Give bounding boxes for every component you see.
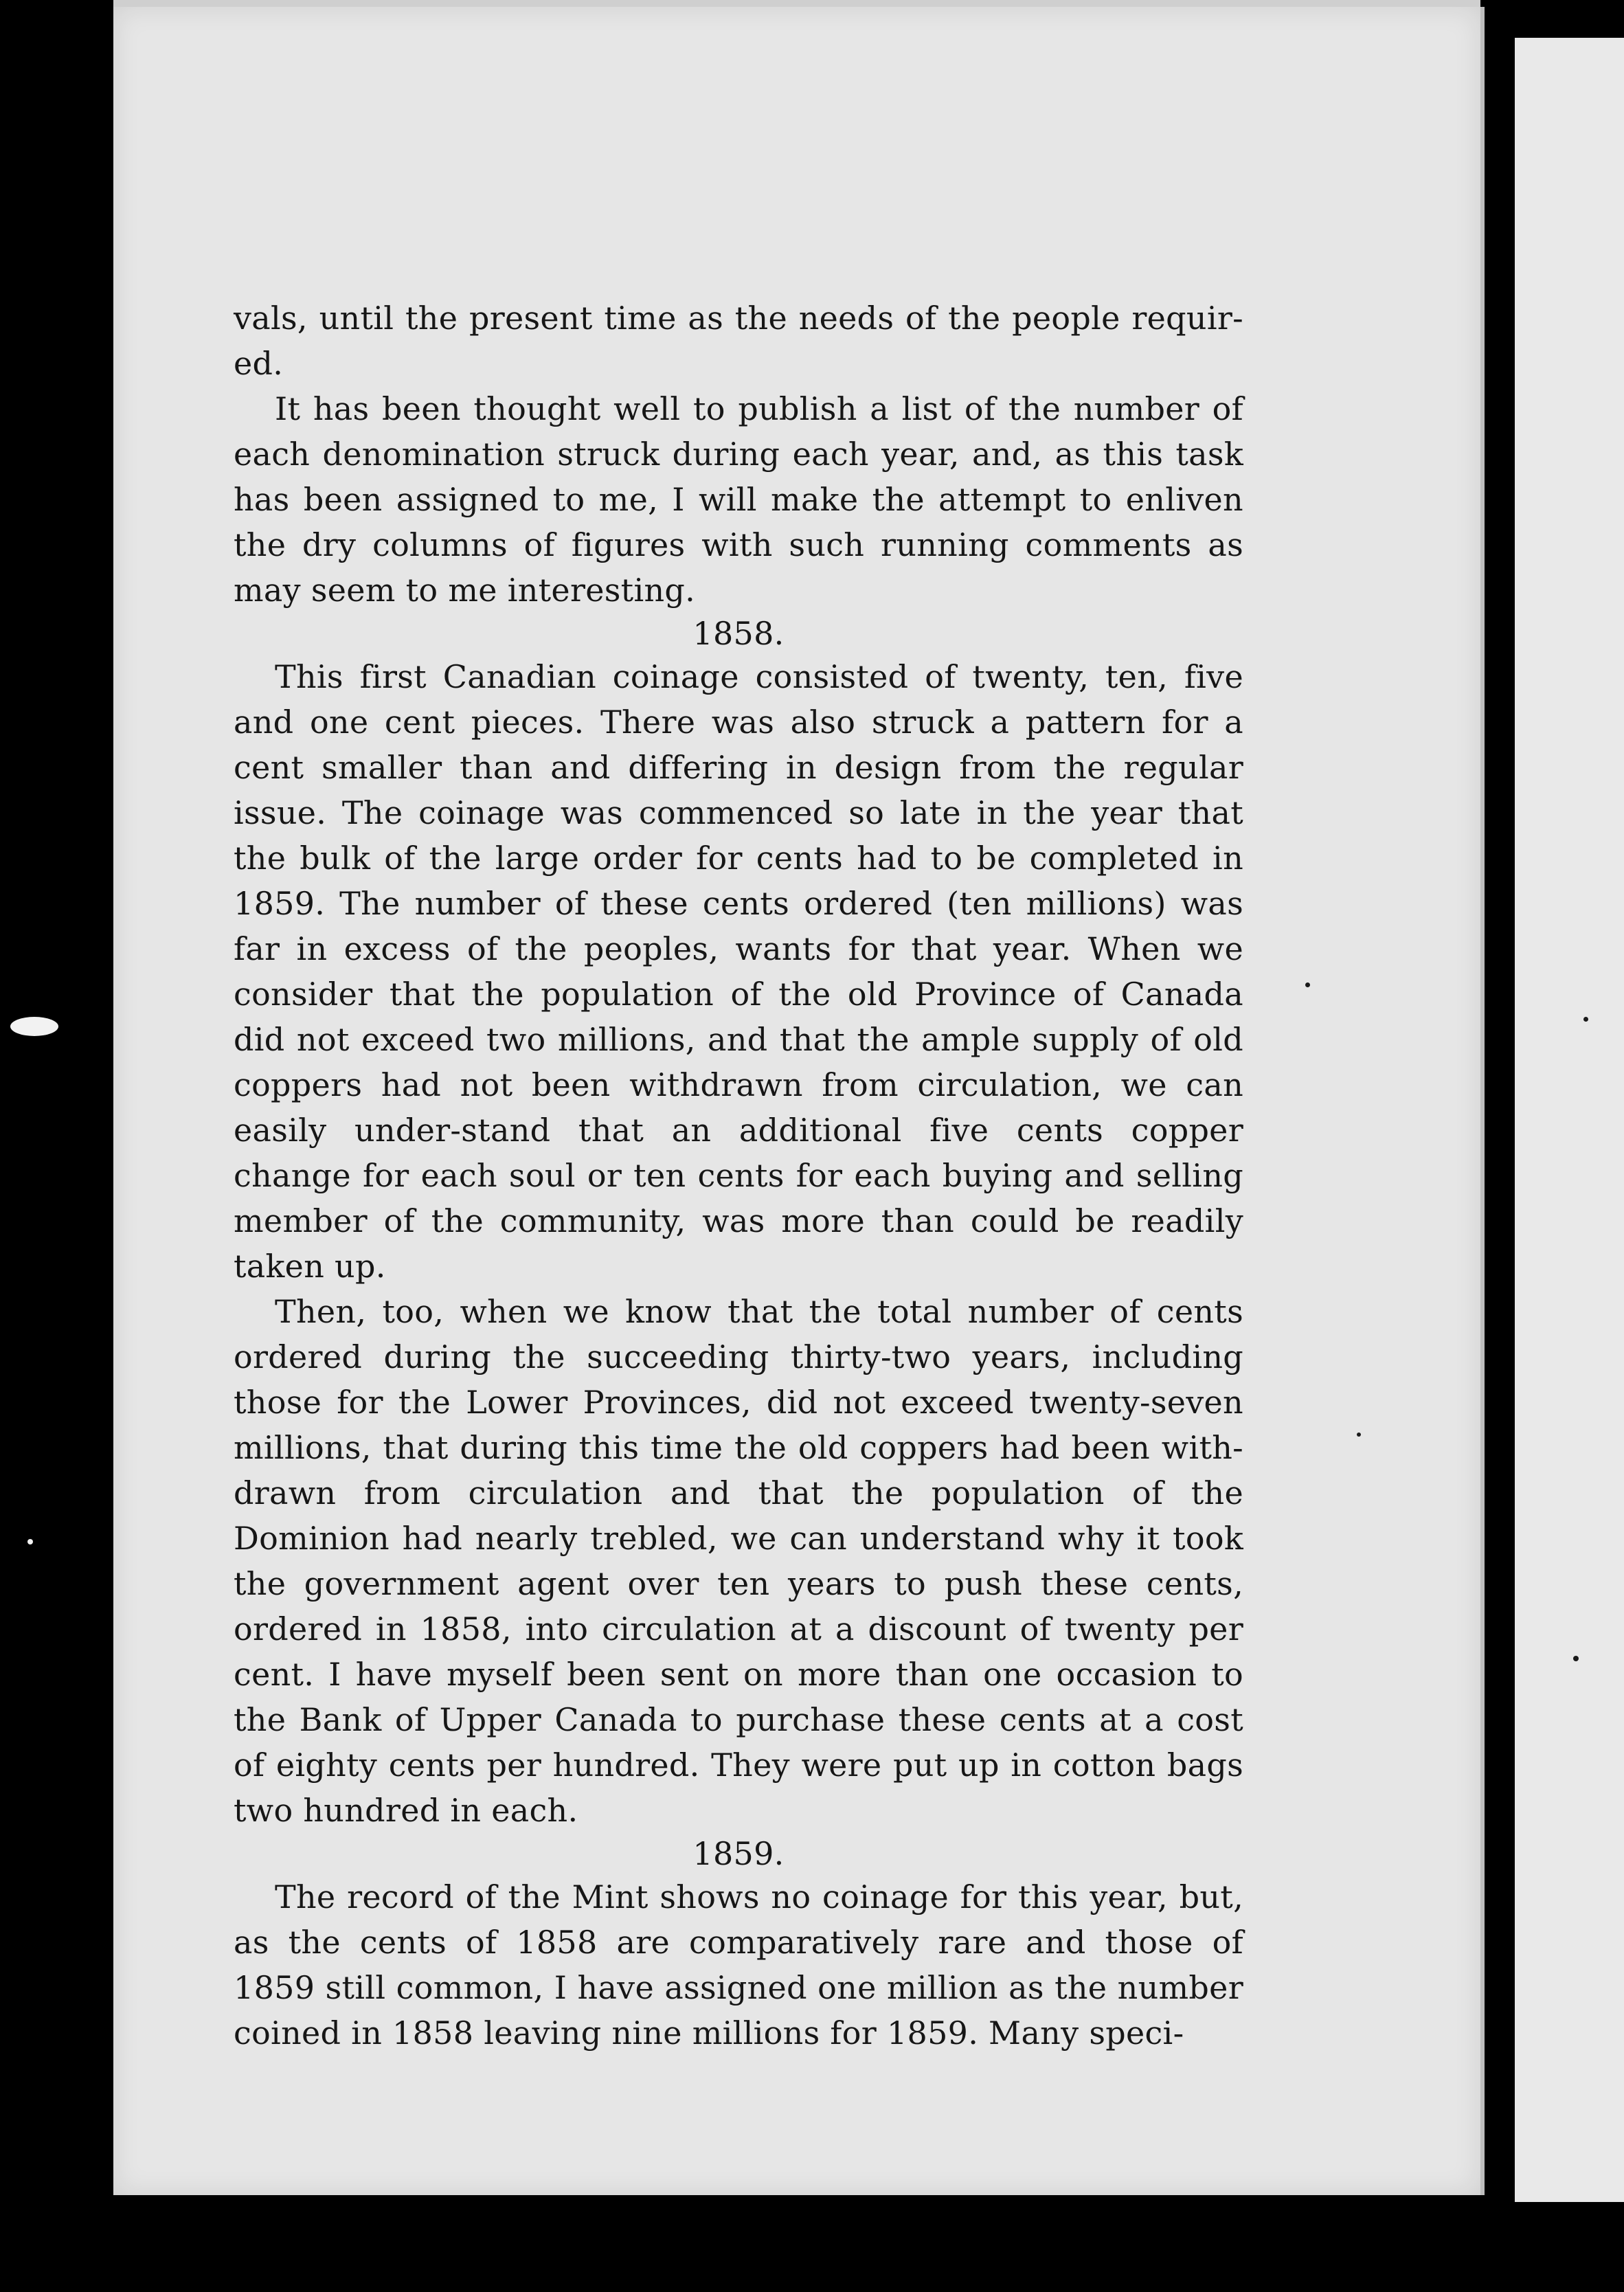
- scan-speck: [1305, 982, 1310, 987]
- year-heading-1858: 1858.: [692, 615, 785, 652]
- scan-speck: [1583, 1017, 1588, 1022]
- paragraph-1859: The record of the Mint shows no coinage for this year, but, as the cents of 1858 are comparatively rare and those of 1859 still common, I have assigned one million as the number coined in 1858 leaving nine millions for 1859. Many speci-: [234, 1878, 1243, 2052]
- year-heading-1859: 1859.: [692, 1835, 785, 1872]
- scan-speck: [1357, 1432, 1361, 1437]
- paragraph-1858-continued: Then, too, when we know that the total number of cents ordered during the succeeding thirty-two years, including those for the Lower Provinces, did not exceed twenty-seven millions, that during this time the old coppers had been with-drawn from circulation and that the population of the Dominion had nearly trebled, we can understand why it took the government agent over ten years to push these cents, ordered in 1858, into circulation at a discount of twenty per cent. I have myself been sent on more than one occasion to the Bank of Upper Canada to purchase these cents at a cost of eighty cents per hundred. They were put up in cotton bags two hundred in each.: [234, 1293, 1243, 1829]
- adjacent-page-edge: [1515, 38, 1624, 2202]
- paragraph-intro: It has been thought well to publish a list of the number of each denomination struck during each year, and, as this task has been assigned to me, I will make the attempt to enliven the dry columns of figures with such running comments as may seem to me interesting.: [234, 390, 1243, 609]
- page-text: [234, 295, 1243, 2056]
- scan-speck: [27, 1539, 33, 1544]
- paragraph-1858: This first Canadian coinage consisted of twenty, ten, five and one cent pieces. There was also struck a pattern for a cent smaller than and differing in design from the regular issue. The coinage was commenced so late in the year that the bulk of the large order for cents had to be completed in 1859. The number of these cents ordered (ten millions) was far in excess of the peoples, wants for that year. When we consider that the population of the old Province of Canada did not exceed two millions, and that the ample supply of old coppers had not been withdrawn from circulation, we can easily under-stand that an additional five cents copper change for each soul or ten cents for each buying and selling member of the community, was more than could be readily taken up.: [234, 658, 1243, 1285]
- scan-speck: [1573, 1656, 1579, 1661]
- scan-speck: [10, 1017, 58, 1036]
- paragraph-continuation: vals, until the present time as the needs of the people requir-ed.: [234, 300, 1243, 382]
